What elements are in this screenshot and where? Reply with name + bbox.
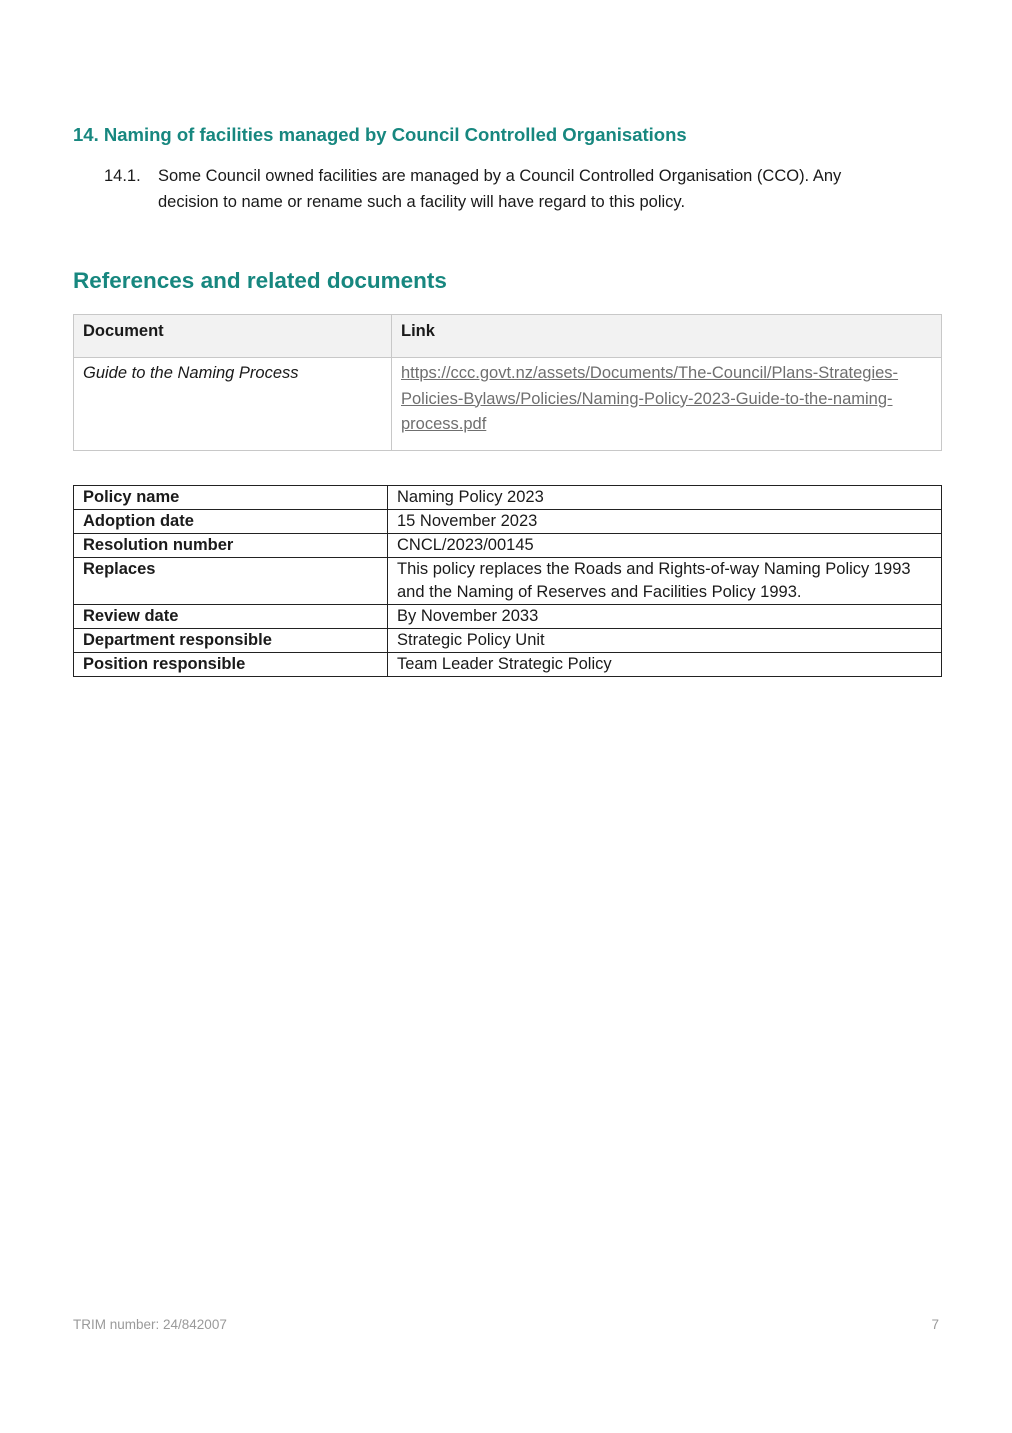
table-row <box>74 653 942 677</box>
policy-info-table <box>73 485 942 677</box>
table-row <box>74 358 942 451</box>
table-row <box>74 510 942 534</box>
replaces-label: Replaces <box>74 558 388 605</box>
table-row <box>74 534 942 558</box>
replaces-value: This policy replaces the Roads and Rights-of-way Naming Policy 1993 and the Naming of Reserves and Facilities Policy 1993. <box>388 558 942 605</box>
review-date-label: Review date <box>74 605 388 629</box>
references-heading: References and related documents <box>73 268 447 293</box>
references-header-row <box>74 315 942 358</box>
position-responsible-value: Team Leader Strategic Policy <box>388 653 942 677</box>
department-responsible-label: Department responsible <box>74 629 388 653</box>
column-header-document: Document <box>74 315 392 358</box>
resolution-number-label: Resolution number <box>74 534 388 558</box>
department-responsible-value: Strategic Policy Unit <box>388 629 942 653</box>
table-row <box>74 558 942 605</box>
page-number: 7 <box>931 1317 939 1332</box>
table-row <box>74 629 942 653</box>
trim-number: TRIM number: 24/842007 <box>73 1317 227 1332</box>
clause-text: Some Council owned facilities are managed by a Council Controlled Organisation (CCO). Any decision to name or rename such a facility will have regard to this policy. <box>158 167 842 211</box>
review-date-value: By November 2033 <box>388 605 942 629</box>
section-heading: 14. Naming of facilities managed by Council Controlled Organisations <box>73 124 687 145</box>
resolution-number-value: CNCL/2023/00145 <box>388 534 942 558</box>
policy-name-label: Policy name <box>74 486 388 510</box>
reference-document-name: Guide to the Naming Process <box>74 358 392 451</box>
table-row <box>74 486 942 510</box>
adoption-date-label: Adoption date <box>74 510 388 534</box>
reference-link[interactable]: https://ccc.govt.nz/assets/Documents/The-Council/Plans-Strategies-Policies-Bylaws/Policies/Naming-Policy-2023-Guide-to-the-naming-process.pdf <box>392 358 942 451</box>
position-responsible-label: Position responsible <box>74 653 388 677</box>
references-table <box>73 314 942 451</box>
column-header-link: Link <box>392 315 942 358</box>
adoption-date-value: 15 November 2023 <box>388 510 942 534</box>
table-row <box>74 605 942 629</box>
policy-name-value: Naming Policy 2023 <box>388 486 942 510</box>
clause-number: 14.1. <box>104 167 141 185</box>
